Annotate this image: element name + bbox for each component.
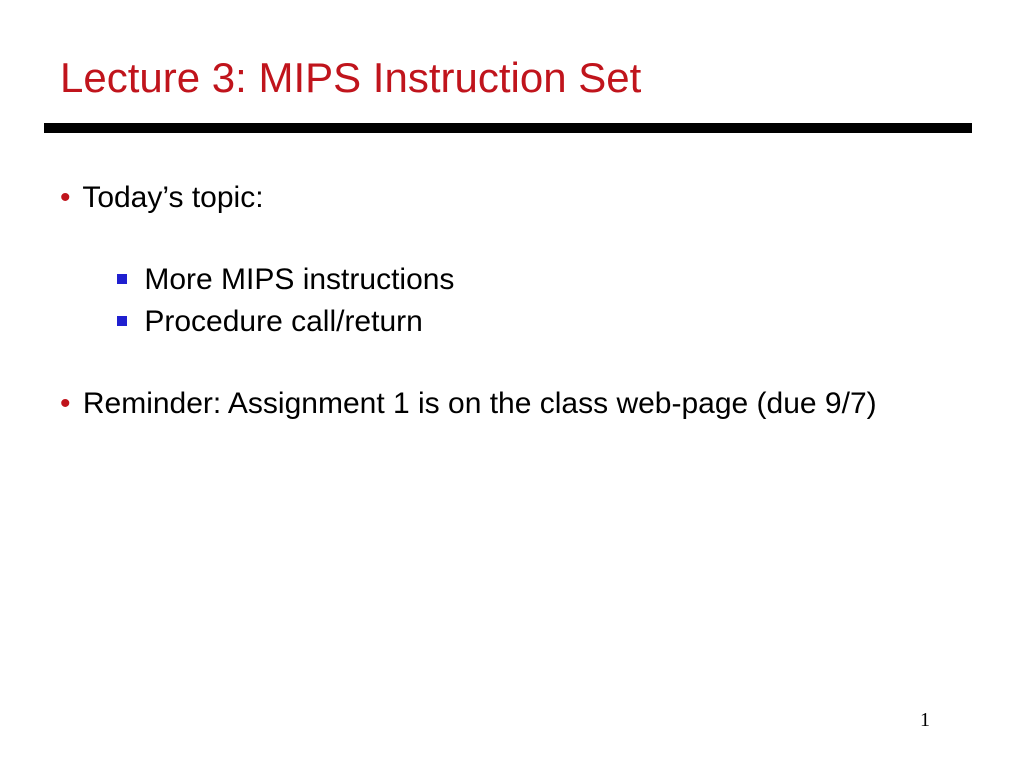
square-bullet-icon [117, 274, 127, 284]
sub-bullet-item [117, 304, 423, 340]
sub-bullet-item [117, 262, 454, 298]
bullet-dot-icon: • [60, 387, 71, 420]
square-bullet-icon [117, 316, 127, 326]
sub-bullet-text: Procedure call/return [144, 305, 423, 338]
bullet-text: Reminder: Assignment 1 is on the class web-page (due 9/7) [82, 387, 877, 420]
bullet-item-topic [60, 180, 264, 216]
bullet-item-reminder [60, 386, 877, 422]
bullet-text: Today’s topic: [82, 181, 264, 214]
slide-title: Lecture 3: MIPS Instruction Set [60, 54, 642, 101]
bullet-dot-icon: • [60, 181, 71, 214]
slide-number: 1 [920, 709, 930, 731]
title-underline [44, 123, 972, 133]
sub-bullet-text: More MIPS instructions [144, 263, 455, 296]
